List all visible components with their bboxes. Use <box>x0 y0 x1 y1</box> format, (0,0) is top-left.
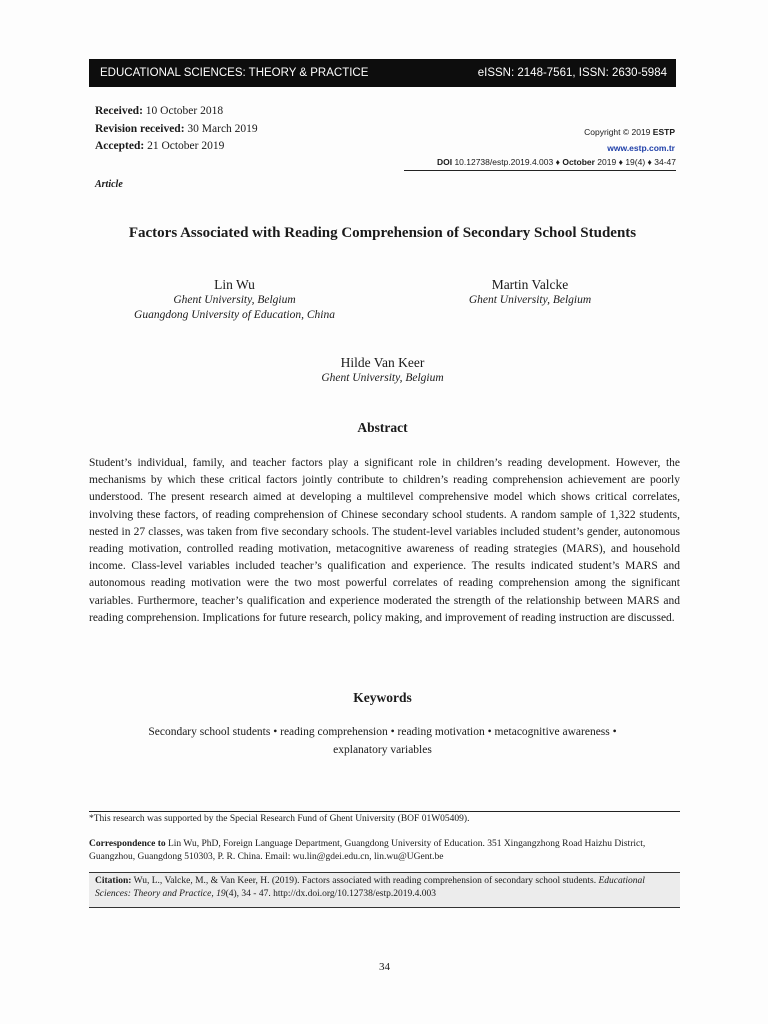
author-block <box>89 354 676 386</box>
paper-title: Factors Associated with Reading Comprehension of Secondary School Students <box>128 225 637 241</box>
copyright-line <box>584 124 675 140</box>
issue-year: 2019 <box>597 157 617 167</box>
journal-website-link[interactable]: www.estp.com.tr <box>607 143 675 153</box>
abstract-text: Student’s individual, family, and teacher factors play a significant role in children’s reading development. However, the mechanisms by which these critical factors jointly contribute to children’s reading comprehension achievement are poorly understood. The present research aimed at developing a multilevel comprehensive model which shows critical correlates, involving these factors, of reading comprehension of Chinese secondary school students. A random sample of 1,322 students, nested in 27 classes, was taken from five secondary schools. The student-level variables included student’s gender, autonomous reading motivation, controlled reading motivation, metacognitive awareness of reading strategies (MARS), and household income. Class-level variables included teacher’s qualification and experience. The results indicated student’s MARS and autonomous reading motivation were the two most powerful correlates of reading comprehension among the significant variables. Furthermore, teacher’s qualification and experience moderated the strength of the relationship between MARS and reading comprehension. Implications for future research, policy making, and improvement of reading instruction are discussed. <box>89 457 680 624</box>
doi-label: DOI <box>436 157 453 167</box>
author-block <box>400 276 660 308</box>
received-label: Received: <box>95 105 143 117</box>
doi-value[interactable]: 10.12738/estp.2019.4.003 <box>454 157 554 167</box>
received-date: 10 October 2018 <box>145 105 224 117</box>
article-history <box>95 103 258 156</box>
abstract-heading: Abstract <box>357 420 408 435</box>
copyright-text: Copyright © 2019 <box>584 127 651 137</box>
accepted-date: 21 October 2019 <box>147 140 225 152</box>
citation-box <box>89 872 680 908</box>
journal-name: EDUCATIONAL SCIENCES: THEORY & PRACTICE <box>100 67 369 79</box>
received-line <box>95 103 258 121</box>
funding-note: *This research was supported by the Special Research Fund of Ghent University (BOF 01W05409). <box>89 814 470 824</box>
article-type-label: Article <box>95 179 123 190</box>
revision-line <box>95 121 258 139</box>
doi-separator: ♦ <box>555 157 560 167</box>
doi-separator: ♦ <box>647 157 652 167</box>
author-name: Lin Wu <box>214 277 255 292</box>
correspondence-note <box>89 838 680 863</box>
author-affiliation: Guangdong University of Education, China <box>134 309 335 321</box>
author-name: Hilde Van Keer <box>340 355 425 370</box>
keywords-list <box>100 723 665 759</box>
author-affiliation: Ghent University, Belgium <box>173 294 296 306</box>
issue-number: 19(4) <box>625 157 646 167</box>
correspondence-label: Correspondence to <box>89 839 166 849</box>
accepted-label: Accepted: <box>95 140 145 152</box>
accepted-line <box>95 138 258 156</box>
issue-month: October <box>562 157 595 167</box>
author-affiliation: Ghent University, Belgium <box>468 294 592 306</box>
citation-journal: Educational Sciences: Theory and Practice, 19 <box>95 876 645 899</box>
author-block <box>89 276 380 323</box>
author-name: Martin Valcke <box>491 277 569 292</box>
copyright-brand: ESTP <box>652 127 675 137</box>
correspondence-text: Lin Wu, PhD, Foreign Language Department, Guangdong University of Education. 351 Xingangzhong Road Haizhu District, Guangzhou, Guangdong 510303, P. R. China. Email: wu.lin@gdei.edu.cn, lin.wu@UGent.be <box>89 839 646 862</box>
keywords-line: explanatory variables <box>333 744 432 756</box>
author-affiliation: Ghent University, Belgium <box>321 372 444 384</box>
journal-issn: eISSN: 2148-7561, ISSN: 2630-5984 <box>477 67 667 79</box>
doi-line <box>404 155 676 171</box>
doi-separator: ♦ <box>618 157 623 167</box>
citation-label: Citation: <box>95 876 132 886</box>
keywords-line: Secondary school students • reading comprehension • reading motivation • metacognitive awareness • <box>148 726 617 738</box>
keywords-heading: Keywords <box>353 690 412 705</box>
journal-header-bar <box>89 59 676 87</box>
copyright-block <box>584 124 675 156</box>
revision-date: 30 March 2019 <box>187 122 258 135</box>
footnotes-section <box>89 811 680 908</box>
citation-authors: Wu, L., Valcke, M., & Van Keer, H. (2019). Factors associated with reading comprehension of secondary school students. <box>133 876 597 886</box>
revision-label: Revision received: <box>95 122 185 135</box>
page-number: 34 <box>379 961 390 973</box>
page-range: 34-47 <box>654 157 676 167</box>
citation-tail[interactable]: (4), 34 - 47. http://dx.doi.org/10.12738/estp.2019.4.003 <box>225 888 436 899</box>
